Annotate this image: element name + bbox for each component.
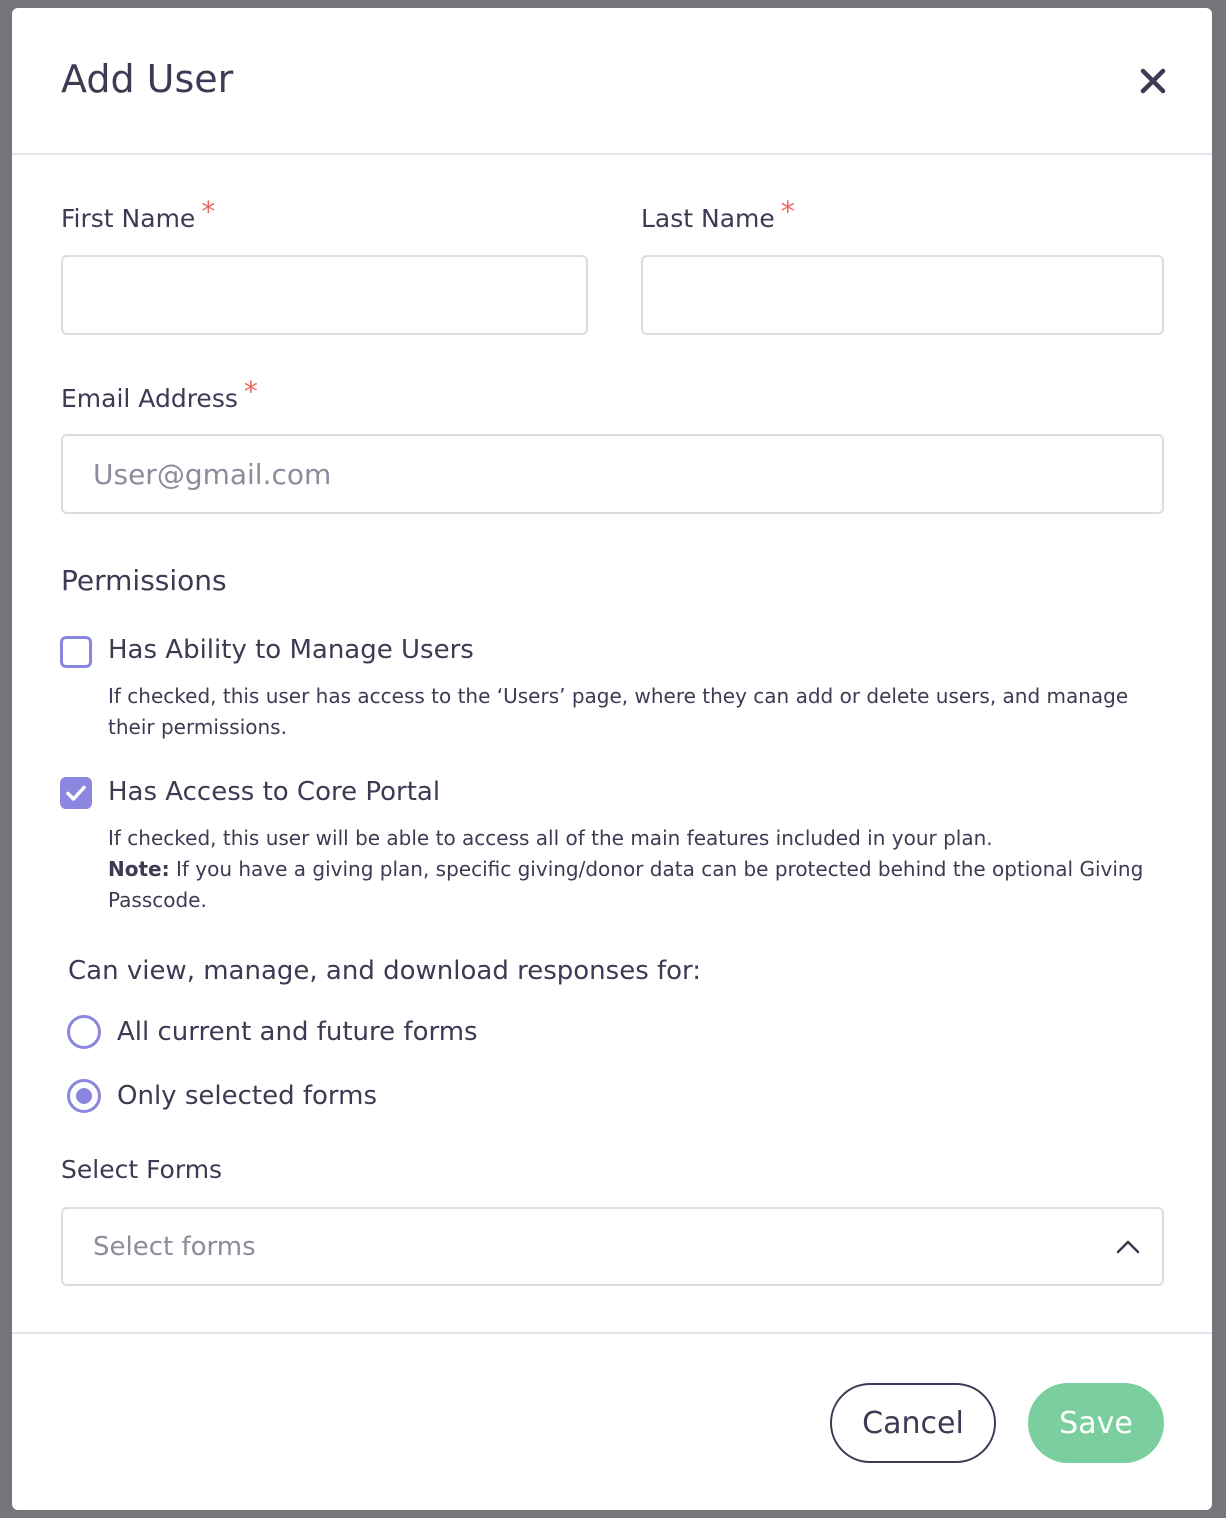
- last-name-label-text: Last Name: [641, 204, 775, 233]
- last-name-label: [641, 195, 795, 236]
- email-label: [61, 375, 258, 416]
- required-asterisk: *: [780, 195, 795, 228]
- first-name-input[interactable]: [61, 255, 588, 335]
- last-name-input[interactable]: [641, 255, 1164, 335]
- chevron-up-icon: [1115, 1237, 1141, 1255]
- email-input[interactable]: [61, 434, 1164, 514]
- email-label-text: Email Address: [61, 384, 238, 413]
- core-portal-label: Has Access to Core Portal: [108, 777, 441, 807]
- select-forms-placeholder: Select forms: [93, 1232, 256, 1262]
- close-icon: [1136, 64, 1170, 98]
- select-forms-label: Select Forms: [61, 1155, 223, 1184]
- modal-header: [12, 8, 1212, 155]
- core-portal-checkbox[interactable]: [60, 777, 92, 809]
- add-user-modal: [12, 8, 1212, 1510]
- cancel-button[interactable]: Cancel: [830, 1383, 996, 1463]
- select-forms-dropdown[interactable]: [61, 1207, 1164, 1286]
- save-button[interactable]: Save: [1028, 1383, 1164, 1463]
- all-forms-label[interactable]: All current and future forms: [117, 1017, 478, 1047]
- required-asterisk: *: [243, 375, 258, 408]
- permissions-title: Permissions: [61, 564, 227, 597]
- first-name-label-text: First Name: [61, 204, 196, 233]
- required-asterisk: *: [201, 195, 216, 228]
- all-forms-radio[interactable]: [67, 1015, 101, 1049]
- note-text: If you have a giving plan, specific giving/donor data can be protected behind the optional Giving Passcode.: [108, 857, 1144, 912]
- core-portal-description-text: If checked, this user will be able to access all of the main features included in your plan.: [108, 826, 993, 850]
- checkmark-icon: [63, 780, 89, 806]
- responses-title: Can view, manage, and download responses for:: [68, 956, 702, 986]
- modal-title: Add User: [61, 57, 234, 101]
- close-button[interactable]: [1136, 64, 1170, 98]
- manage-users-label: Has Ability to Manage Users: [108, 635, 474, 665]
- first-name-label: [61, 195, 216, 236]
- core-portal-note: [108, 854, 1168, 916]
- note-label: Note:: [108, 857, 170, 881]
- manage-users-description: If checked, this user has access to the ‘Users’ page, where they can add or delete users, and manage their permissions.: [108, 684, 1129, 739]
- selected-forms-radio[interactable]: [67, 1079, 101, 1113]
- core-portal-description: [108, 823, 1168, 916]
- manage-users-checkbox[interactable]: [60, 636, 92, 668]
- selected-forms-label[interactable]: Only selected forms: [117, 1081, 377, 1111]
- modal-footer: [12, 1332, 1212, 1510]
